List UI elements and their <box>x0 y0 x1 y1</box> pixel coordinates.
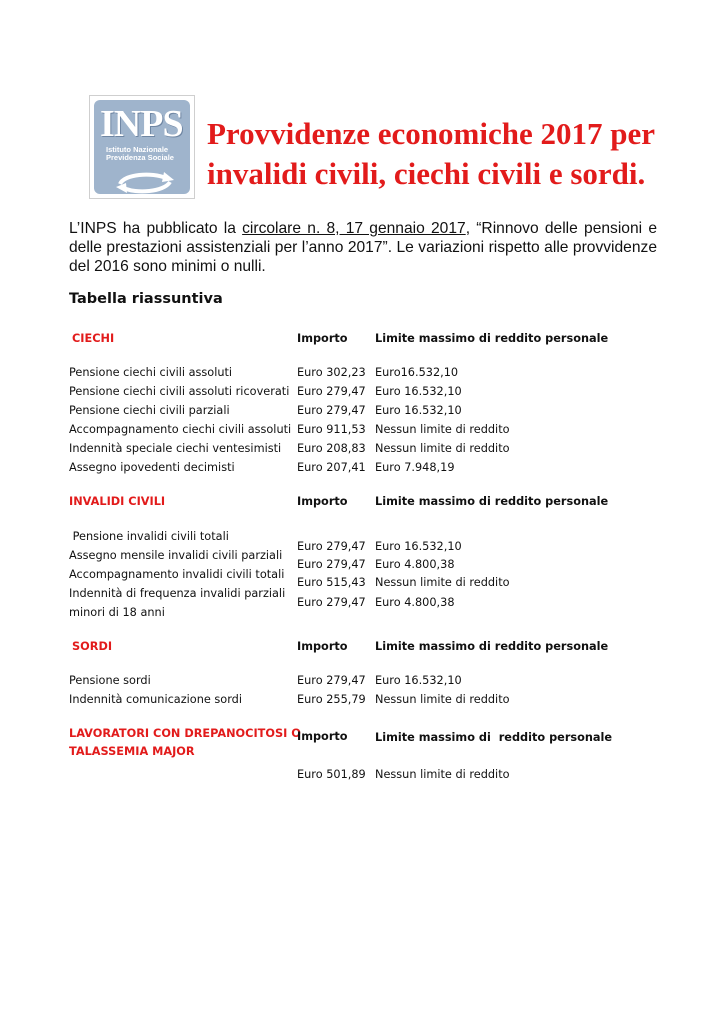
ciechi-importo: Euro 302,23 <box>297 366 366 379</box>
header-limite: Limite massimo di reddito personale <box>375 640 609 653</box>
ciechi-label: Pensione ciechi civili assoluti ricoverati <box>69 385 290 398</box>
circolare-link[interactable]: circolare n. 8, 17 gennaio 2017 <box>242 220 466 237</box>
invalidi-label: Accompagnamento invalidi civili totali <box>69 568 285 581</box>
intro-paragraph <box>69 219 657 276</box>
ciechi-label: Pensione ciechi civili parziali <box>69 404 230 417</box>
sordi-limite: Euro 16.532,10 <box>375 674 462 687</box>
section-title-sordi: SORDI <box>72 640 113 653</box>
invalidi-limite: Euro 16.532,10 <box>375 540 462 553</box>
ciechi-limite: Euro 16.532,10 <box>375 385 462 398</box>
header-limite: Limite massimo di reddito personale <box>375 731 613 744</box>
ciechi-limite: Euro 16.532,10 <box>375 404 462 417</box>
invalidi-importo: Euro 279,47 <box>297 596 366 609</box>
title-line-2: invalidi civili, ciechi civili e sordi. <box>207 156 646 191</box>
invalidi-label: Pensione invalidi civili totali <box>69 530 229 543</box>
sordi-label: Pensione sordi <box>69 674 151 687</box>
ciechi-importo: Euro 279,47 <box>297 385 366 398</box>
logo-subtitle-line-1: Istituto Nazionale <box>106 145 169 154</box>
ciechi-limite: Euro 7.948,19 <box>375 461 455 474</box>
intro-text-start: L’INPS ha pubblicato la <box>69 220 243 237</box>
logo-subtitle <box>106 146 184 162</box>
ciechi-label: Indennità speciale ciechi ventesimisti <box>69 442 282 455</box>
ciechi-importo: Euro 279,47 <box>297 404 366 417</box>
invalidi-limite: Euro 4.800,38 <box>375 596 455 609</box>
ciechi-importo: Euro 208,83 <box>297 442 366 455</box>
header-importo: Importo <box>297 332 348 345</box>
logo-wordmark: INPS <box>100 103 183 145</box>
sordi-importo: Euro 279,47 <box>297 674 366 687</box>
logo-subtitle-line-2: Previdenza Sociale <box>106 153 174 162</box>
ciechi-label: Accompagnamento ciechi civili assoluti <box>69 423 292 436</box>
page-title <box>207 114 707 194</box>
ciechi-limite: Euro16.532,10 <box>375 366 459 379</box>
header-limite: Limite massimo di reddito personale <box>375 332 609 345</box>
invalidi-importo: Euro 515,43 <box>297 576 366 589</box>
section-title-invalidi: INVALIDI CIVILI <box>69 495 166 508</box>
intro-text-end: , “Rinnovo delle pensioni e delle prestazioni assistenziali per l’anno 2017”. Le variazioni rispetto alle provvidenze del 2016 sono minimi o nulli. <box>69 220 658 275</box>
invalidi-label: Assegno mensile invalidi civili parziali <box>69 549 283 562</box>
lavoratori-importo: Euro 501,89 <box>297 768 366 781</box>
ciechi-label: Assegno ipovedenti decimisti <box>69 461 235 474</box>
ciechi-limite: Nessun limite di reddito <box>375 442 510 455</box>
invalidi-limite: Nessun limite di reddito <box>375 576 510 589</box>
ciechi-importo: Euro 911,53 <box>297 423 366 436</box>
invalidi-importo: Euro 279,47 <box>297 540 366 553</box>
sordi-label: Indennità comunicazione sordi <box>69 693 242 706</box>
circular-arrows-icon <box>112 170 178 194</box>
sordi-importo: Euro 255,79 <box>297 693 366 706</box>
sordi-limite: Nessun limite di reddito <box>375 693 510 706</box>
logo-background <box>94 100 190 194</box>
title-line-1: Provvidenze economiche 2017 per <box>207 116 655 151</box>
invalidi-label: Indennità di frequenza invalidi parziali <box>69 587 286 600</box>
section-title-lavoratori-line-2: TALASSEMIA MAJOR <box>69 745 195 758</box>
lavoratori-limite: Nessun limite di reddito <box>375 768 510 781</box>
header-importo: Importo <box>297 495 348 508</box>
ciechi-label: Pensione ciechi civili assoluti <box>69 366 233 379</box>
header-importo: Importo <box>297 640 348 653</box>
section-title-lavoratori-line-1: LAVORATORI CON DREPANOCITOSI O <box>69 727 301 740</box>
invalidi-limite: Euro 4.800,38 <box>375 558 455 571</box>
section-title-ciechi: CIECHI <box>72 332 115 345</box>
inps-logo <box>89 95 195 199</box>
header-limite: Limite massimo di reddito personale <box>375 495 609 508</box>
table-heading: Tabella riassuntiva <box>69 291 223 307</box>
invalidi-label: minori di 18 anni <box>69 606 165 619</box>
header-importo: Importo <box>297 730 348 743</box>
ciechi-limite: Nessun limite di reddito <box>375 423 510 436</box>
ciechi-importo: Euro 207,41 <box>297 461 366 474</box>
invalidi-importo: Euro 279,47 <box>297 558 366 571</box>
